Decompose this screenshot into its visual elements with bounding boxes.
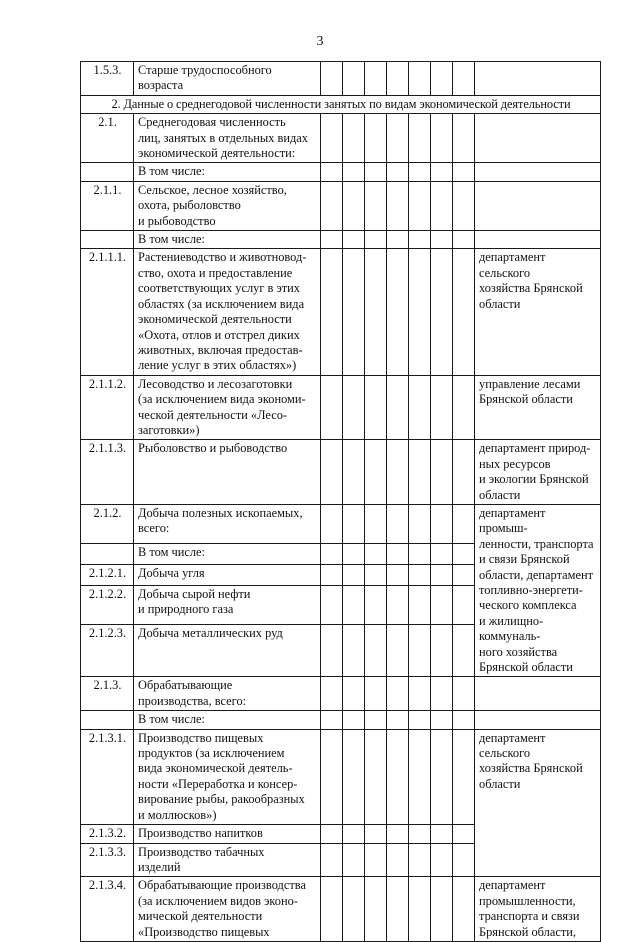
row-name: Старше трудоспособного возраста — [134, 62, 321, 96]
row-number: 2.1.3.4. — [81, 877, 134, 942]
row-name: Рыболовство и рыбоводство — [134, 440, 321, 505]
table-row — [81, 711, 601, 729]
table-row — [81, 114, 601, 163]
row-name: Добыча полезных ископаемых, всего: — [134, 504, 321, 543]
row-number — [81, 711, 134, 729]
row-number: 2.1.3.1. — [81, 729, 134, 824]
row-name: Добыча металлических руд — [134, 624, 321, 677]
section-header-row — [81, 95, 601, 113]
row-name: Лесоводство и лесозаготовки (за исключением вида экономи- ческой деятельности «Лесо- заготовки») — [134, 375, 321, 440]
table-row — [81, 249, 601, 375]
row-number — [81, 231, 134, 249]
responsible-department: департамент сельского хозяйства Брянской области — [475, 249, 601, 375]
responsible-department: департамент промыш- ленности, транспорта и связи Брянской области, департамент топливно-энергети- ческого комплекса и жилищно-коммуналь- ного хозяйства Брянской области — [475, 504, 601, 676]
row-number: 1.5.3. — [81, 62, 134, 96]
row-number — [81, 163, 134, 181]
row-number: 2.1.2.2. — [81, 585, 134, 624]
row-name: Производство пищевых продуктов (за исключением вида экономической деятель- ности «Переработка и консер- вирование рыбы, ракообразных и моллюсков») — [134, 729, 321, 824]
table-row — [81, 729, 601, 824]
row-number: 2.1.1.3. — [81, 440, 134, 505]
row-name: Производство напитков — [134, 825, 321, 843]
row-number: 2.1.3.3. — [81, 843, 134, 877]
table-row — [81, 440, 601, 505]
row-number: 2.1.2. — [81, 504, 134, 543]
row-number — [81, 543, 134, 564]
table-row — [81, 231, 601, 249]
row-name: В том числе: — [134, 163, 321, 181]
table-row — [81, 62, 601, 96]
table-row — [81, 163, 601, 181]
responsible-department: департамент сельского хозяйства Брянской области — [475, 729, 601, 877]
row-name: Растениеводство и животновод- ство, охота и предоставление соответствующих услуг в этих областях (за исключением вида экономической деятельности «Охота, отлов и отстрел диких животных, включая предостав- ление услуг в этих областях») — [134, 249, 321, 375]
page-number: 3 — [316, 34, 324, 49]
row-name: В том числе: — [134, 711, 321, 729]
table-row — [81, 375, 601, 440]
row-number: 2.1.1. — [81, 181, 134, 230]
table-row — [81, 504, 601, 543]
row-name: Добыча сырой нефти и природного газа — [134, 585, 321, 624]
table-row — [81, 877, 601, 942]
row-name: Среднегодовая численность лиц, занятых в отдельных видах экономической деятельности: — [134, 114, 321, 163]
row-number: 2.1.2.1. — [81, 564, 134, 585]
row-number: 2.1. — [81, 114, 134, 163]
row-name: Производство табачных изделий — [134, 843, 321, 877]
indicators-table — [80, 61, 601, 942]
row-name: Обрабатывающие производства (за исключением видов эконо- мической деятельности «Производство пищевых — [134, 877, 321, 942]
row-number: 2.1.2.3. — [81, 624, 134, 677]
responsible-department: управление лесами Брянской области — [475, 375, 601, 440]
row-name: В том числе: — [134, 231, 321, 249]
row-name: В том числе: — [134, 543, 321, 564]
row-number: 2.1.1.1. — [81, 249, 134, 375]
table-row — [81, 181, 601, 230]
row-number: 2.1.3. — [81, 677, 134, 711]
section-header: 2. Данные о среднегодовой численности занятых по видам экономической деятельности — [81, 95, 601, 113]
row-number: 2.1.3.2. — [81, 825, 134, 843]
row-name: Сельское, лесное хозяйство, охота, рыболовство и рыбоводство — [134, 181, 321, 230]
row-number: 2.1.1.2. — [81, 375, 134, 440]
row-name: Обрабатывающие производства, всего: — [134, 677, 321, 711]
row-name: Добыча угля — [134, 564, 321, 585]
table-row — [81, 677, 601, 711]
responsible-department: департамент природ- ных ресурсов и экологии Брянской области — [475, 440, 601, 505]
responsible-department: департамент промышленности, транспорта и связи Брянской области, — [475, 877, 601, 942]
